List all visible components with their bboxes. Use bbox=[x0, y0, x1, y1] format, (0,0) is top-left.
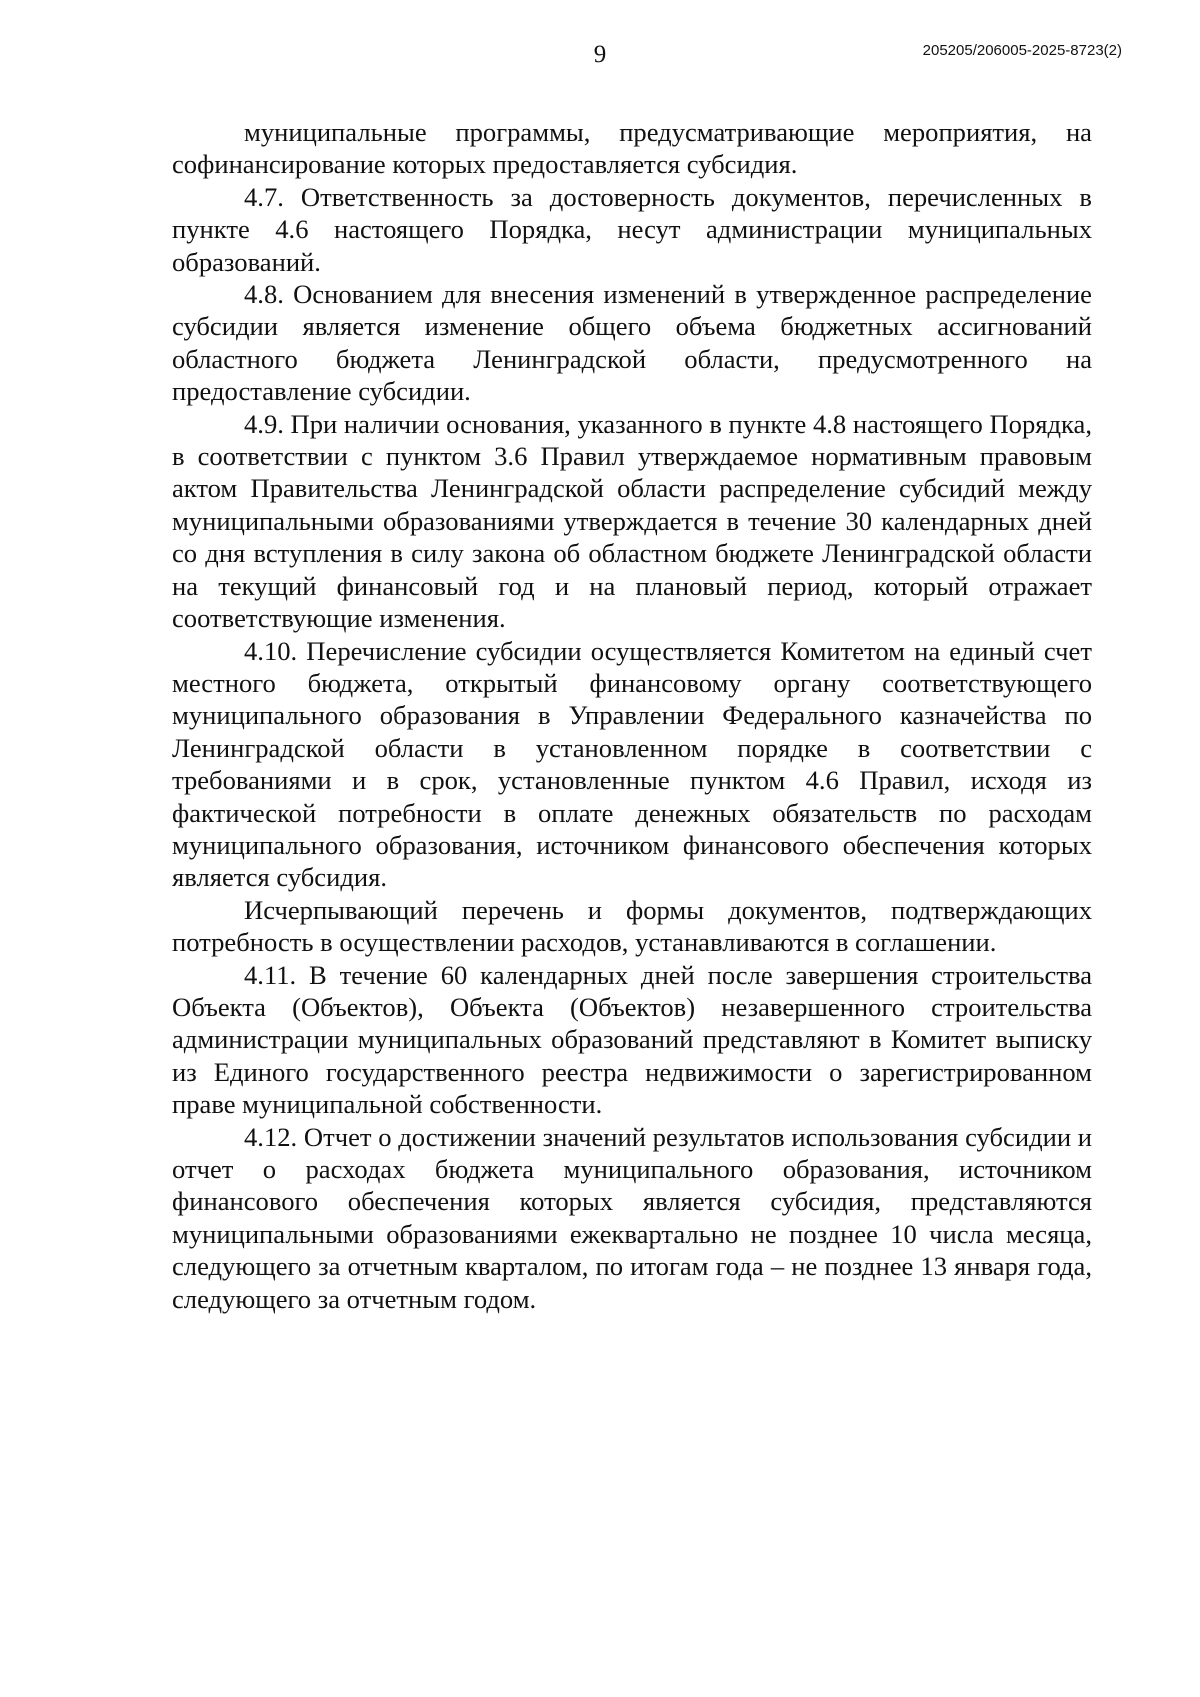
document-id: 205205/206005-2025-8723(2) bbox=[922, 42, 1122, 59]
page-number: 9 bbox=[593, 41, 607, 68]
paragraph-4-10: 4.10. Перечисление субсидии осуществляется Комитетом на единый счет местного бюджета, открытый финансовому органу соответствующего муниципального образования в Управлении Федерального казначейства по Ленинградской области в установленном порядке в соответствии с требованиями и в срок, установленные пунктом 4.6 Правил, исходя из фактической потребности в оплате денежных обязательств по расходам муниципального образования, источником финансового обеспечения которых является субсидия. bbox=[172, 635, 1092, 893]
paragraph-4-7: 4.7. Ответственность за достоверность документов, перечисленных в пункте 4.6 настоящего Порядка, несут администрации муниципальных образований. bbox=[172, 181, 1092, 277]
paragraph-documents-list: Исчерпывающий перечень и формы документов, подтверждающих потребность в осуществлении расходов, устанавливаются в соглашении. bbox=[172, 894, 1092, 958]
paragraph-continuation: муниципальные программы, предусматривающие мероприятия, на софинансирование которых предоставляется субсидия. bbox=[172, 117, 1092, 180]
paragraph-4-8: 4.8. Основанием для внесения изменений в утвержденное распределение субсидии является изменение общего объема бюджетных ассигнований областного бюджета Ленинградской области, предусмотренного на предоставление субсидии. bbox=[172, 279, 1092, 407]
paragraph-4-11: 4.11. В течение 60 календарных дней после завершения строительства Объекта (Объектов), Объекта (Объектов) незавершенного строительства администрации муниципальных образований представляют в Комитет выписку из Единого государственного реестра недвижимости о зарегистрированном праве муниципальной собственности. bbox=[172, 959, 1092, 1120]
paragraph-4-12: 4.12. Отчет о достижении значений результатов использования субсидии и отчет о расходах бюджета муниципального образования, источником финансового обеспечения которых является субсидия, представляются муниципальными образованиями ежеквартально не позднее 10 числа месяца, следующего за отчетным кварталом, по итогам года – не позднее 13 января года, следующего за отчетным годом. bbox=[172, 1121, 1092, 1314]
document-body bbox=[172, 116, 1092, 1315]
paragraph-4-9: 4.9. При наличии основания, указанного в пункте 4.8 настоящего Порядка, в соответствии с пунктом 3.6 Правил утверждаемое нормативным правовым актом Правительства Ленинградской области распределение субсидий между муниципальными образованиями утверждается в течение 30 календарных дней со дня вступления в силу закона об областном бюджете Ленинградской области на текущий финансовый год и на плановый период, который отражает соответствующие изменения. bbox=[172, 408, 1092, 634]
